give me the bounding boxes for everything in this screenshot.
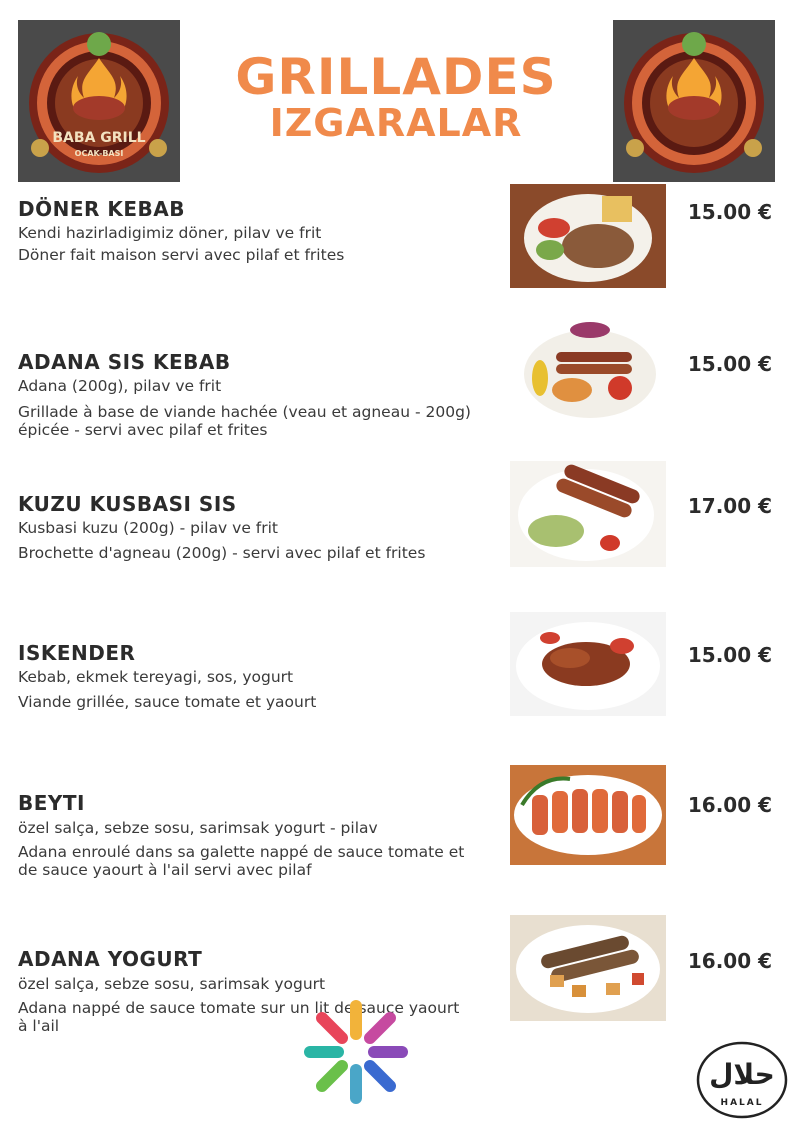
item-price: 16.00 € — [687, 793, 772, 817]
kusbasi-photo — [510, 461, 666, 567]
page-subtitle: IZGARALAR — [269, 101, 523, 145]
baba-grill-logo-right — [613, 20, 775, 182]
halal-arabic: حلال — [709, 1058, 775, 1091]
halal-label: HALAL — [720, 1098, 764, 1108]
svg-text:OCAK-BASI: OCAK-BASI — [74, 149, 124, 158]
item-name: ADANA YOGURT — [18, 947, 203, 971]
item-price: 17.00 € — [687, 494, 772, 518]
star-logo-icon — [300, 996, 412, 1108]
grill-logo-icon — [18, 20, 180, 182]
item-price: 15.00 € — [687, 352, 772, 376]
baba-grill-logo-left — [18, 20, 180, 182]
iskender-photo — [510, 612, 666, 716]
item-description-fr: Adana enroulé dans sa galette nappé de sauce tomate et — [18, 843, 465, 861]
adana-photo — [510, 318, 666, 422]
item-name: ISKENDER — [18, 641, 136, 665]
item-description-tr: Adana (200g), pilav ve frit — [18, 377, 222, 395]
item-description-fr-2: épicée - servi avec pilaf et frites — [18, 421, 268, 439]
grill-logo-icon — [613, 20, 775, 182]
item-description-fr-2: à l'ail — [18, 1017, 60, 1035]
item-name: DÖNER KEBAB — [18, 197, 185, 221]
item-description-fr-2: de sauce yaourt à l'ail servi avec pilaf — [18, 861, 312, 879]
item-description-tr: özel salça, sebze sosu, sarimsak yogurt — [18, 975, 326, 993]
item-description-fr: Adana nappé de sauce tomate sur un lit de sauce yaourt — [18, 999, 460, 1017]
item-name: ADANA SIS KEBAB — [18, 350, 231, 374]
item-description-tr: özel salça, sebze sosu, sarimsak yogurt - pilav — [18, 819, 378, 837]
beyti-photo — [510, 765, 666, 865]
adana-yogurt-photo — [510, 915, 666, 1021]
doner-photo — [510, 184, 666, 288]
item-description-fr: Döner fait maison servi avec pilaf et frites — [18, 246, 345, 264]
halal-badge — [695, 1040, 789, 1120]
item-description-fr: Grillade à base de viande hachée (veau et agneau - 200g) — [18, 403, 471, 421]
item-name: BEYTI — [18, 791, 85, 815]
halal-icon — [695, 1040, 789, 1120]
item-description-fr: Brochette d'agneau (200g) - servi avec pilaf et frites — [18, 544, 426, 562]
item-name: KUZU KUSBASI SIS — [18, 492, 237, 516]
item-description-tr: Kebab, ekmek tereyagi, sos, yogurt — [18, 668, 294, 686]
item-price: 15.00 € — [687, 200, 772, 224]
item-description-tr: Kendi hazirladigimiz döner, pilav ve frit — [18, 224, 322, 242]
item-description-fr: Viande grillée, sauce tomate et yaourt — [18, 693, 317, 711]
page-title: GRILLADES — [235, 48, 557, 106]
logo-text: BABA GRILL — [52, 130, 146, 146]
item-description-tr: Kusbasi kuzu (200g) - pilav ve frit — [18, 519, 279, 537]
item-price: 16.00 € — [687, 949, 772, 973]
item-price: 15.00 € — [687, 643, 772, 667]
